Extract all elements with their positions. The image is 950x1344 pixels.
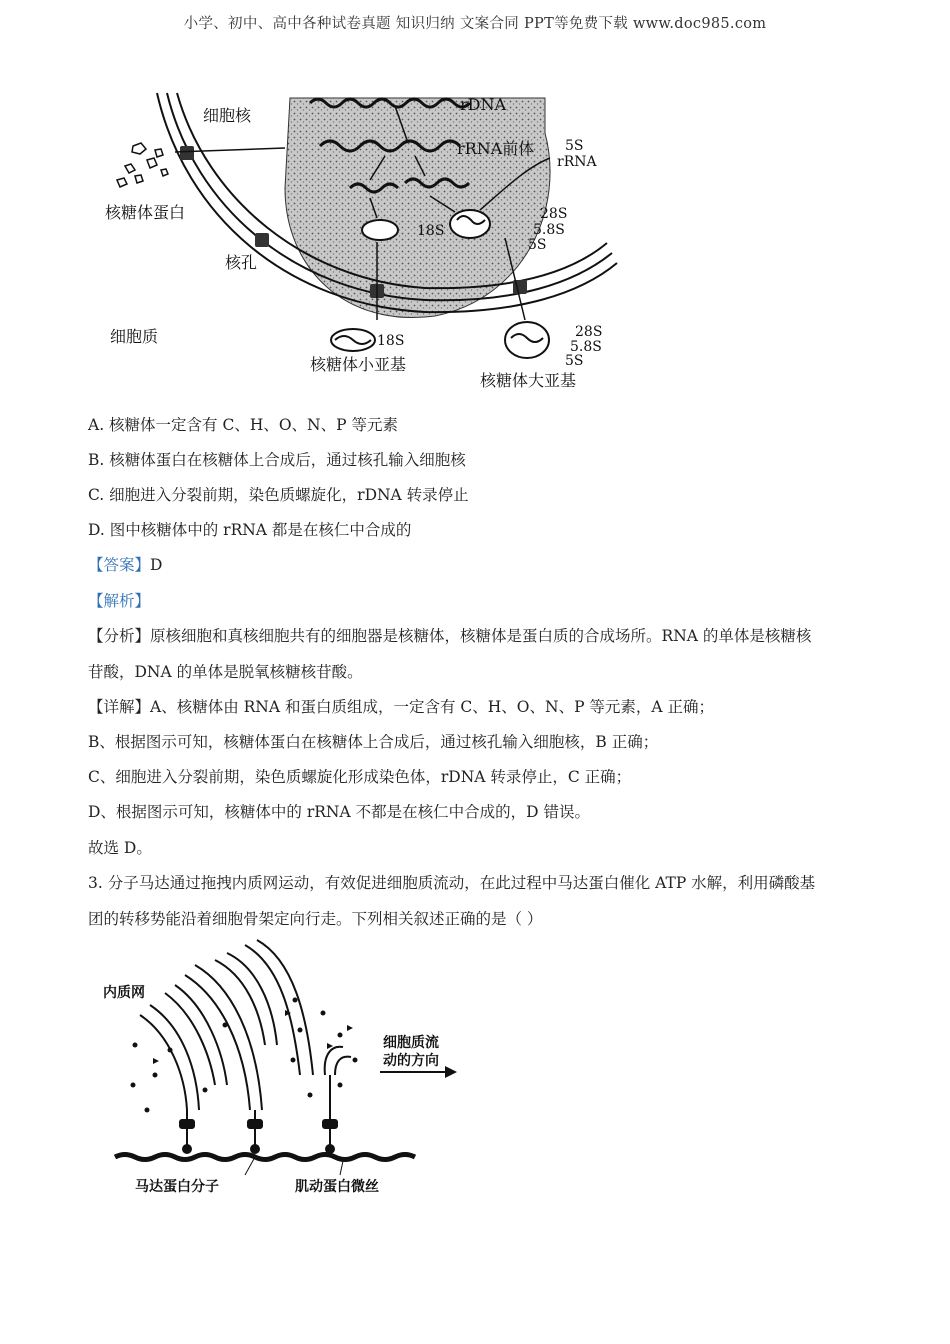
label-28s-inner: 28S bbox=[540, 206, 568, 222]
label-flow-1: 细胞质流 bbox=[383, 1035, 439, 1051]
label-actin: 肌动蛋白微丝 bbox=[295, 1179, 379, 1195]
label-5s-b: rRNA bbox=[557, 154, 597, 170]
answer-value: D bbox=[150, 556, 163, 574]
large-subunit bbox=[505, 322, 549, 358]
motor-proteins bbox=[180, 1075, 337, 1153]
option-b: B. 核糖体蛋白在核糖体上合成后，通过核孔输入细胞核 bbox=[88, 451, 466, 469]
fenxi-tag: 【分析】 bbox=[88, 627, 151, 645]
option-d: D. 图中核糖体中的 rRNA 都是在核仁中合成的 bbox=[88, 521, 412, 539]
xiangjie-tag: 【详解】 bbox=[88, 698, 151, 716]
analysis-heading bbox=[88, 590, 870, 612]
label-rrna-precursor: rRNA前体 bbox=[457, 139, 535, 158]
ribosome-assembly-figure bbox=[95, 88, 625, 398]
label-cytoplasm: 细胞质 bbox=[110, 327, 159, 346]
label-ribosomal-protein: 核糖体蛋白 bbox=[105, 203, 186, 222]
label-nucleus: 细胞核 bbox=[203, 106, 252, 125]
er-strands bbox=[140, 940, 351, 1110]
fenxi-line-2: 苷酸，DNA 的单体是脱氧核糖核苷酸。 bbox=[88, 663, 363, 681]
label-18s-outer: 18S bbox=[377, 333, 405, 349]
xiangjie-b-line: B、根据图示可知，核糖体蛋白在核糖体上合成后，通过核孔输入细胞核，B 正确； bbox=[88, 733, 659, 751]
label-large-subunit: 核糖体大亚基 bbox=[480, 371, 577, 390]
label-5s-outer: 5S bbox=[565, 353, 584, 369]
conclusion-line: 故选 D。 bbox=[88, 839, 152, 857]
q3-stem-line-1: 3. 分子马达通过拖拽内质网运动，有效促进细胞质流动，在此过程中马达蛋白催化 ATP 水解，利用磷酸基 bbox=[88, 874, 816, 892]
label-er: 内质网 bbox=[103, 985, 145, 1001]
large-subunit-inner bbox=[450, 210, 490, 238]
label-rdna: rDNA bbox=[460, 95, 507, 114]
fenxi-line-1 bbox=[88, 625, 870, 647]
q3-stem-line-2: 团的转移势能沿着细胞骨架定向行走。下列相关叙述正确的是（ ） bbox=[88, 910, 543, 928]
ribosomal-protein bbox=[117, 143, 168, 187]
label-small-subunit: 核糖体小亚基 bbox=[310, 355, 407, 374]
label-5s-a: 5S bbox=[565, 138, 584, 154]
nucleolus bbox=[285, 98, 550, 318]
answer-line bbox=[88, 554, 870, 576]
answer-tag: 【答案】 bbox=[88, 556, 151, 574]
label-5s-inner: 5S bbox=[528, 237, 547, 253]
label-nuclear-pore: 核孔 bbox=[225, 253, 258, 272]
xiangjie-a-line bbox=[88, 696, 870, 718]
label-flow-2: 动的方向 bbox=[383, 1053, 439, 1069]
label-58s-inner: 5.8S bbox=[533, 222, 565, 238]
label-58s-outer: 5.8S bbox=[570, 339, 602, 355]
xiangjie-d-line: D、根据图示可知，核糖体中的 rRNA 不都是在核仁中合成的，D 错误。 bbox=[88, 803, 590, 821]
option-a: A. 核糖体一定含有 C、H、O、N、P 等元素 bbox=[88, 416, 398, 434]
molecular-motor-figure bbox=[95, 935, 475, 1205]
cytoplasmic-particles bbox=[131, 998, 358, 1113]
actin-filament bbox=[115, 1155, 415, 1160]
xiangjie-c-line: C、细胞进入分裂前期，染色质螺旋化形成染色体，rDNA 转录停止，C 正确； bbox=[88, 768, 632, 786]
fenxi-text-1: 原核细胞和真核细胞共有的细胞器是核糖体，核糖体是蛋白质的合成场所。RNA 的单体是核糖核 bbox=[150, 627, 812, 645]
label-28s-outer: 28S bbox=[575, 324, 603, 340]
label-motor: 马达蛋白分子 bbox=[135, 1179, 219, 1195]
option-c: C. 细胞进入分裂前期，染色质螺旋化，rDNA 转录停止 bbox=[88, 486, 469, 504]
xiangjie-a-text: A、核糖体由 RNA 和蛋白质组成，一定含有 C、H、O、N、P 等元素，A 正确； bbox=[150, 698, 715, 716]
page-header bbox=[0, 12, 950, 33]
analysis-tag: 【解析】 bbox=[88, 592, 151, 610]
header-text: 小学、初中、高中各种试卷真题 知识归纳 文案合同 PPT等免费下载 www.doc985.com bbox=[183, 16, 767, 32]
small-subunit-inner bbox=[362, 220, 398, 240]
label-18s-inner: 18S bbox=[417, 223, 445, 239]
